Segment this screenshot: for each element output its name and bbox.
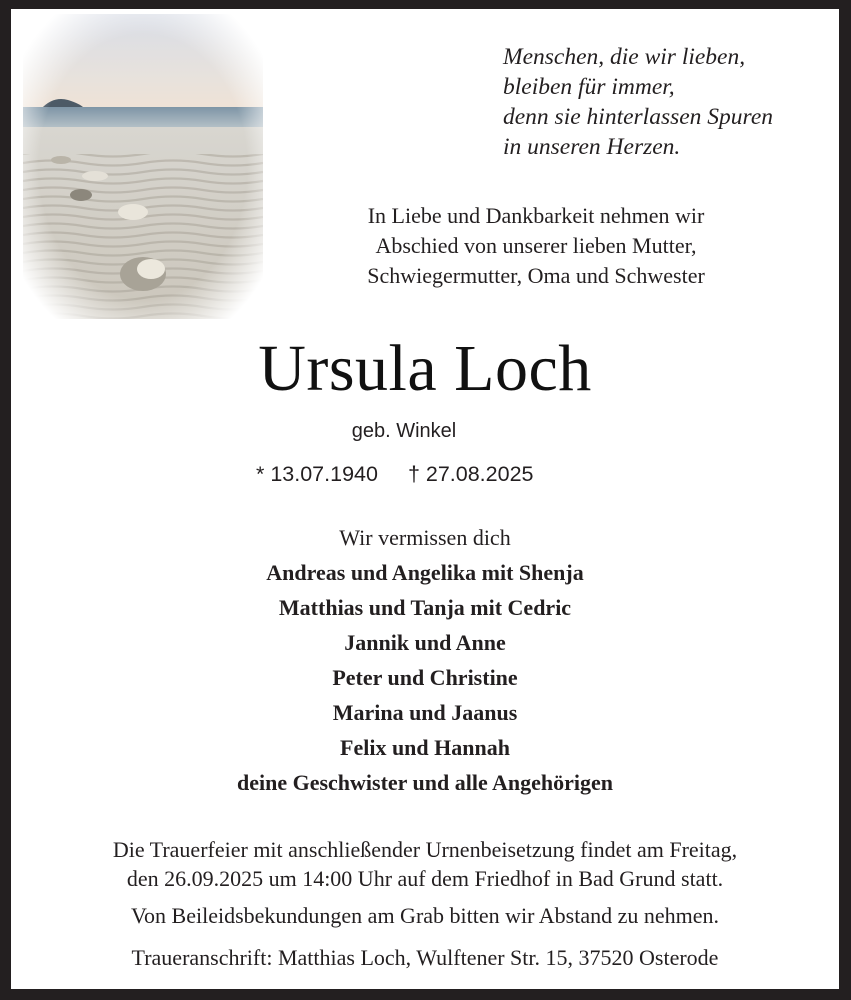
- intro-line: In Liebe und Dankbarkeit nehmen wir: [367, 203, 705, 228]
- mourner-row: Marina und Jaanus: [332, 700, 518, 725]
- mourners-list: [11, 520, 839, 800]
- poem-line: in unseren Herzen.: [503, 134, 681, 160]
- mourners-lead: Wir vermissen dich: [339, 525, 511, 550]
- deceased-name: Ursula Loch: [258, 332, 592, 405]
- intro-line: Abschied von unserer lieben Mutter,: [375, 233, 697, 258]
- poem-line: denn sie hinterlassen Spuren: [503, 104, 773, 130]
- poem-line: bleiben für immer,: [503, 74, 675, 100]
- beach-footprints-image: [23, 14, 263, 319]
- poem-quote: [503, 42, 773, 162]
- mourner-row: Peter und Christine: [332, 665, 518, 690]
- obituary-notice: [11, 9, 839, 989]
- mourner-row: Matthias und Tanja mit Cedric: [278, 595, 572, 620]
- maiden-name: geb. Winkel: [351, 420, 457, 442]
- poem-line: Menschen, die wir lieben,: [503, 44, 746, 70]
- mourner-row: Felix und Hannah: [340, 735, 510, 760]
- mourner-row: deine Geschwister und alle Angehörigen: [236, 770, 614, 795]
- mourner-row: Andreas und Angelika mit Shenja: [266, 560, 584, 585]
- intro-line: Schwiegermutter, Oma und Schwester: [367, 263, 705, 288]
- service-info: [11, 835, 839, 893]
- birth-date: * 13.07.1940: [256, 462, 378, 486]
- mourner-row: Jannik und Anne: [344, 630, 506, 655]
- death-date: † 27.08.2025: [407, 462, 534, 486]
- condolence-note: Von Beileidsbekundungen am Grab bitten wir Abstand zu nehmen.: [131, 903, 719, 928]
- intro-text: [301, 201, 771, 291]
- life-dates: [256, 459, 534, 489]
- mourning-address: Traueranschrift: Matthias Loch, Wulftener Str. 15, 37520 Osterode: [131, 945, 719, 970]
- service-line: den 26.09.2025 um 14:00 Uhr auf dem Friedhof in Bad Grund statt.: [126, 866, 724, 891]
- service-line: Die Trauerfeier mit anschließender Urnenbeisetzung findet am Freitag,: [112, 837, 738, 862]
